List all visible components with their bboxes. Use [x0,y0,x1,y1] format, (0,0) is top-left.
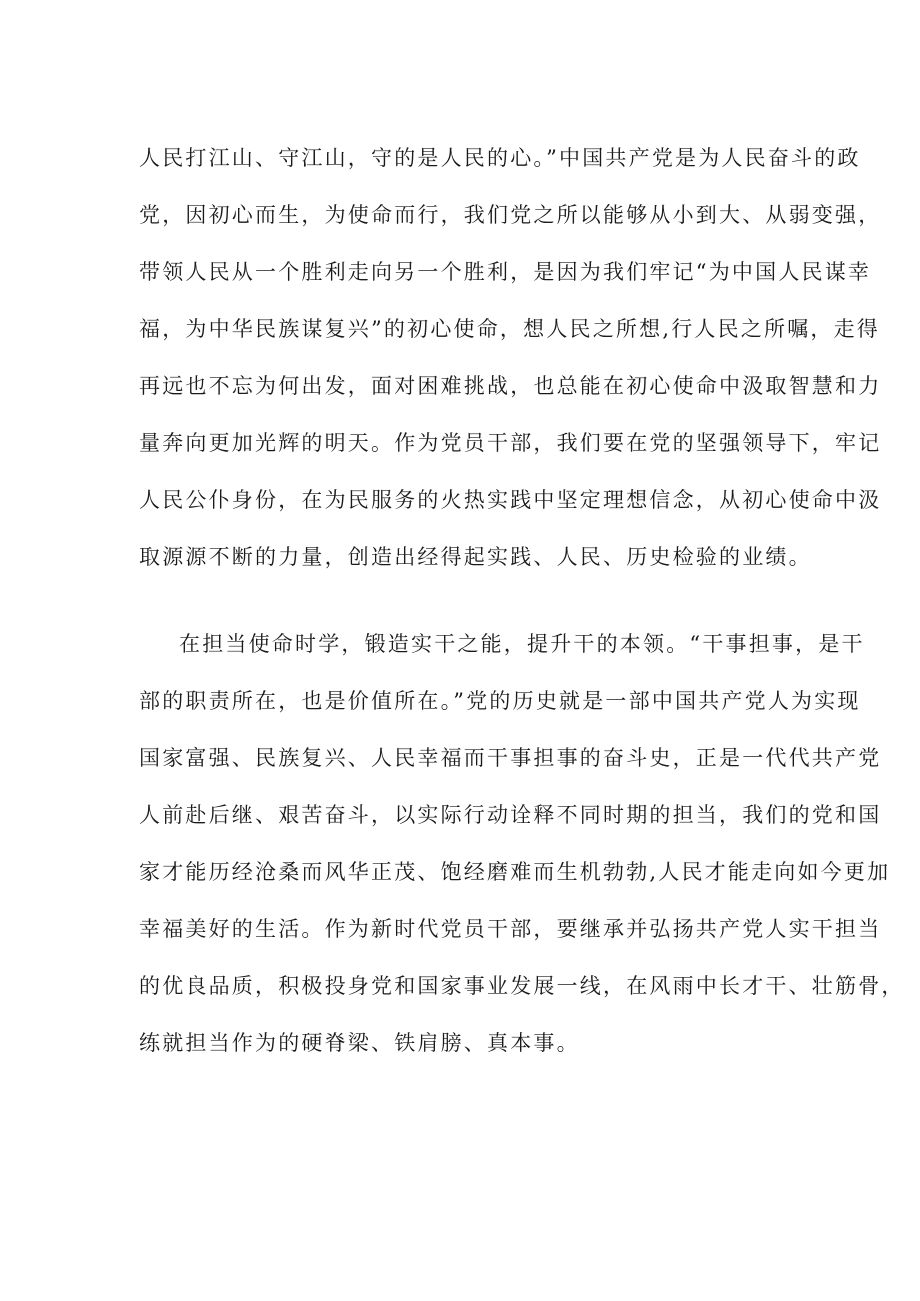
paragraph-line: 在担当使命时学，锻造实干之能，提升干的本领。“干事担事，是干 [179,632,865,656]
paragraph-line: 国家富强、民族复兴、人民幸福而干事担事的奋斗史，正是一代代共产党 [139,746,882,770]
paragraph-1 [139,130,882,586]
paragraph-line: 福，为中华民族谋复兴”的初心使命，想人民之所想,行人民之所嘱，走得 [139,317,881,341]
paragraph-line: 家才能历经沧桑而风华正茂、饱经磨难而生机勃勃,人民才能走向如今更加 [139,860,891,884]
paragraph-line: 部的职责所在，也是价值所在。”党的历史就是一部中国共产党人为实现 [139,689,861,713]
paragraph-2 [139,616,905,1072]
paragraph-line: 练就担当作为的硬脊梁、铁肩膀、真本事。 [139,1031,580,1055]
paragraph-line: 幸福美好的生活。作为新时代党员干部，要继承并弘扬共产党人实干担当 [139,917,882,941]
paragraph-line: 人民公仆身份，在为民服务的火热实践中坚定理想信念，从初心使命中汲 [139,488,882,512]
paragraph-line: 再远也不忘为何出发，面对困难挑战，也总能在初心使命中汲取智慧和力 [139,374,882,398]
paragraph-line: 人前赴后继、艰苦奋斗，以实际行动诠释不同时期的担当，我们的党和国 [139,803,882,827]
paragraph-line: 党，因初心而生，为使命而行，我们党之所以能够从小到大、从弱变强， [139,203,882,227]
paragraph-line: 人民打江山、守江山，守的是人民的心。”中国共产党是为人民奋斗的政 [139,146,861,170]
paragraph-line: 的优良品质，积极投身党和国家事业发展一线，在风雨中长才干、壮筋骨， [139,974,905,998]
paragraph-line: 带领人民从一个胜利走向另一个胜利，是因为我们牢记“为中国人民谋幸 [139,260,872,284]
paragraph-line: 取源源不断的力量，创造出经得起实践、人民、历史检验的业绩。 [139,545,812,569]
paragraph-line: 量奔向更加光辉的明天。作为党员干部，我们要在党的坚强领导下，牢记 [139,431,882,455]
